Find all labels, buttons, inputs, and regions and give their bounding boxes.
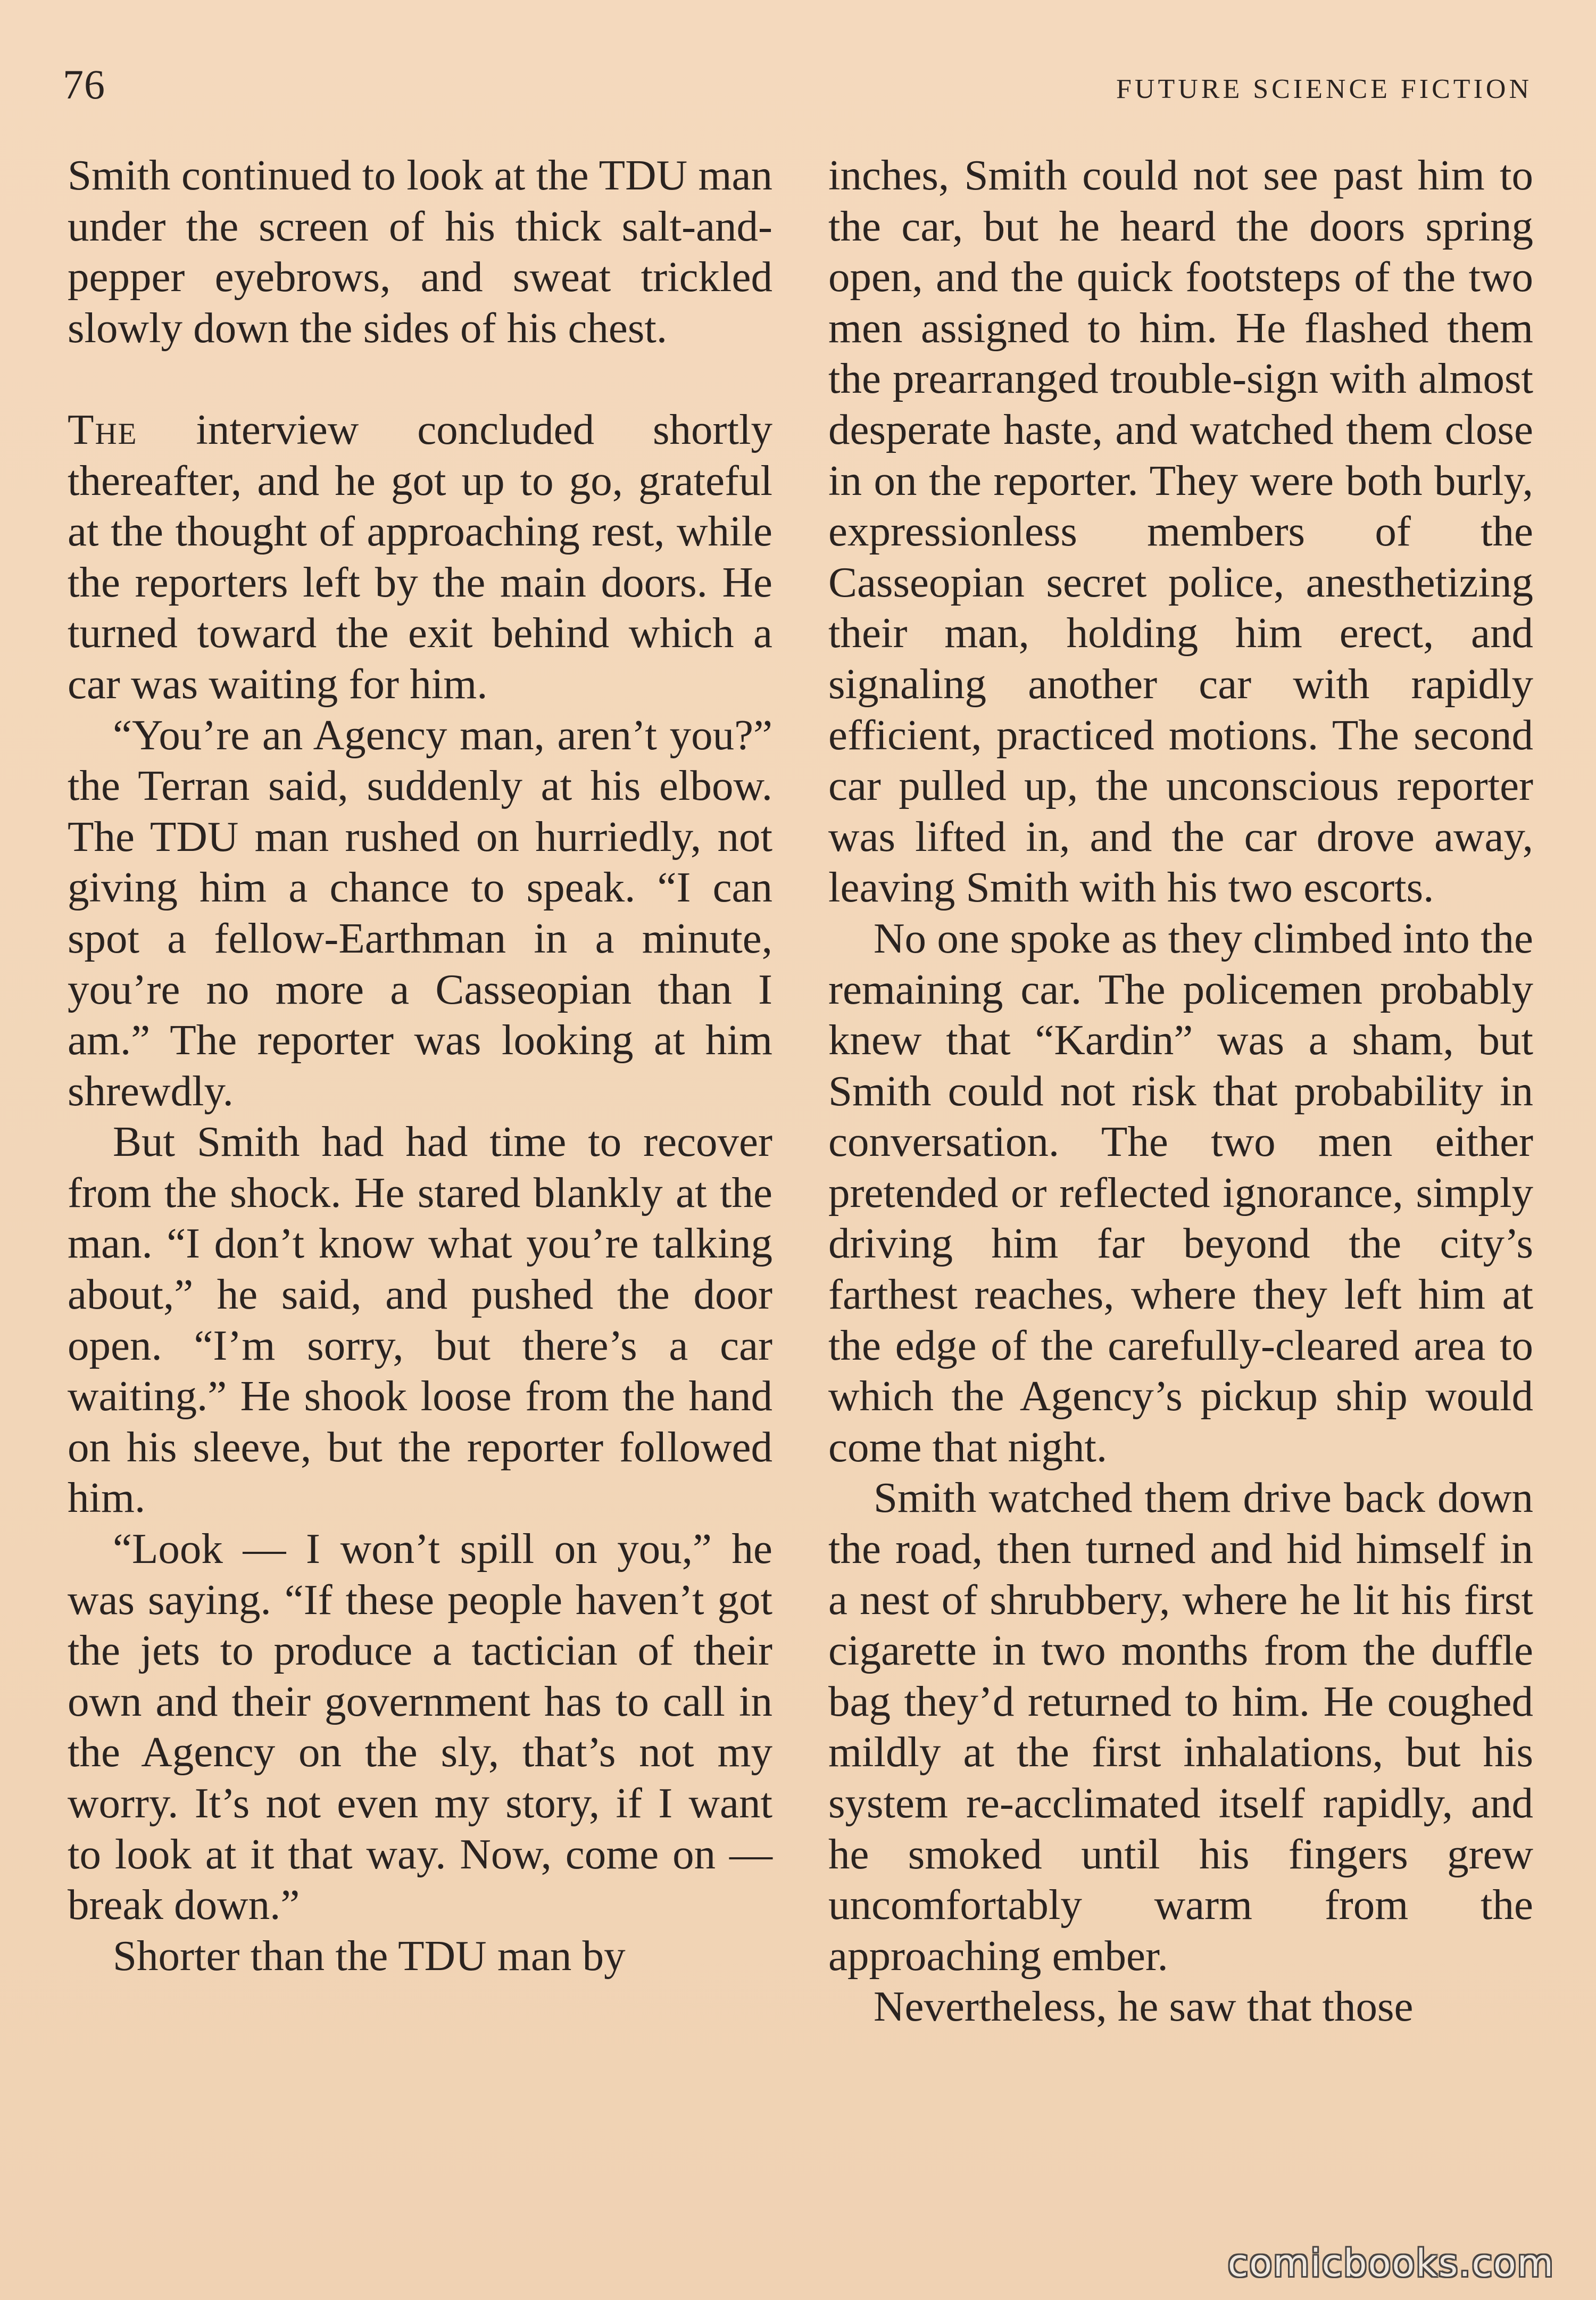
right-column bbox=[828, 150, 1533, 2032]
paragraph: Nevertheless, he saw that those bbox=[874, 1982, 1414, 2031]
page-number: 76 bbox=[63, 61, 105, 107]
paragraph: inches, Smith could not see past him to the car, but he heard the doors spring open, and the quick footsteps of the two men assigned to him. He flashed them the prearranged trouble-sign with almost desperate haste, and watched them close in on the reporter. They were both burly, expressionless members of the Casseopian secret police, anesthetizing their man, holding him erect, and signaling another car with rapidly efficient, practiced motions. The second car pulled up, the unconscious reporter was lifted in, and the car drove away, leaving Smith with his two escorts. bbox=[828, 151, 1533, 912]
paragraph: Shorter than the TDU man by bbox=[113, 1931, 626, 1980]
paragraph: “You’re an Agency man, aren’t you?” the Terran said, suddenly at his elbow. The TDU man rushed on hurriedly, not giving him a chance to speak. “I can spot a fellow-Earthman in a minute, you’re no more a Casseopian than I am.” The reporter was looking at him shrewdly. bbox=[68, 710, 772, 1115]
left-column bbox=[68, 150, 772, 1981]
paragraph: Smith continued to look at the TDU man under the screen of his thick salt-and-pepper eyebrows, and sweat trickled slowly down the sides of his chest. bbox=[68, 151, 772, 352]
section-opening-paragraph bbox=[68, 404, 772, 710]
paragraph: But Smith had had time to recover from the shock. He stared blankly at the man. “I don’t know what you’re talking about,” he said, and pushed the door open. “I’m sorry, but there’s a car waiting.” He shook loose from the hand on his sleeve, but the reporter followed him. bbox=[68, 1118, 772, 1522]
paragraph: “Look — I won’t spill on you,” he was saying. “If these people haven’t got the jets to produce a tactician of their own and their government has to call in the Agency on the sly, that’s not my worry. It’s not even my story, if I want to look at it that way. Now, come on — break down.” bbox=[68, 1525, 772, 1929]
paragraph: Smith watched them drive back down the road, then turned and hid himself in a nest of shrubbery, where he lit his first cigarette in two months from the duffle bag they’d returned to him. He coughed mildly at the first inhalations, but his system re-acclimated itself rapidly, and he smoked until his fingers grew uncomfortably warm from the approaching ember. bbox=[828, 1474, 1533, 1980]
paragraph-text: interview concluded shortly thereafter, and he got up to go, grateful at the thought of approaching rest, while the reporters left by the main doors. He turned toward the exit behind which a car was waiting for him. bbox=[68, 405, 772, 708]
small-caps-lead-word: The bbox=[68, 405, 138, 453]
paragraph: No one spoke as they climbed into the remaining car. The policemen probably knew that “Kardin” was a sham, but Smith could not risk that probability in conversation. The two men either pretended or reflected ignorance, simply driving him far beyond the city’s farthest reaches, where they left him at the edge of the carefully-cleared area to which the Agency’s pickup ship would come that night. bbox=[828, 914, 1533, 1471]
running-head: FUTURE SCIENCE FICTION bbox=[1116, 74, 1532, 104]
source-watermark: comicbooks.com bbox=[1227, 2241, 1555, 2285]
